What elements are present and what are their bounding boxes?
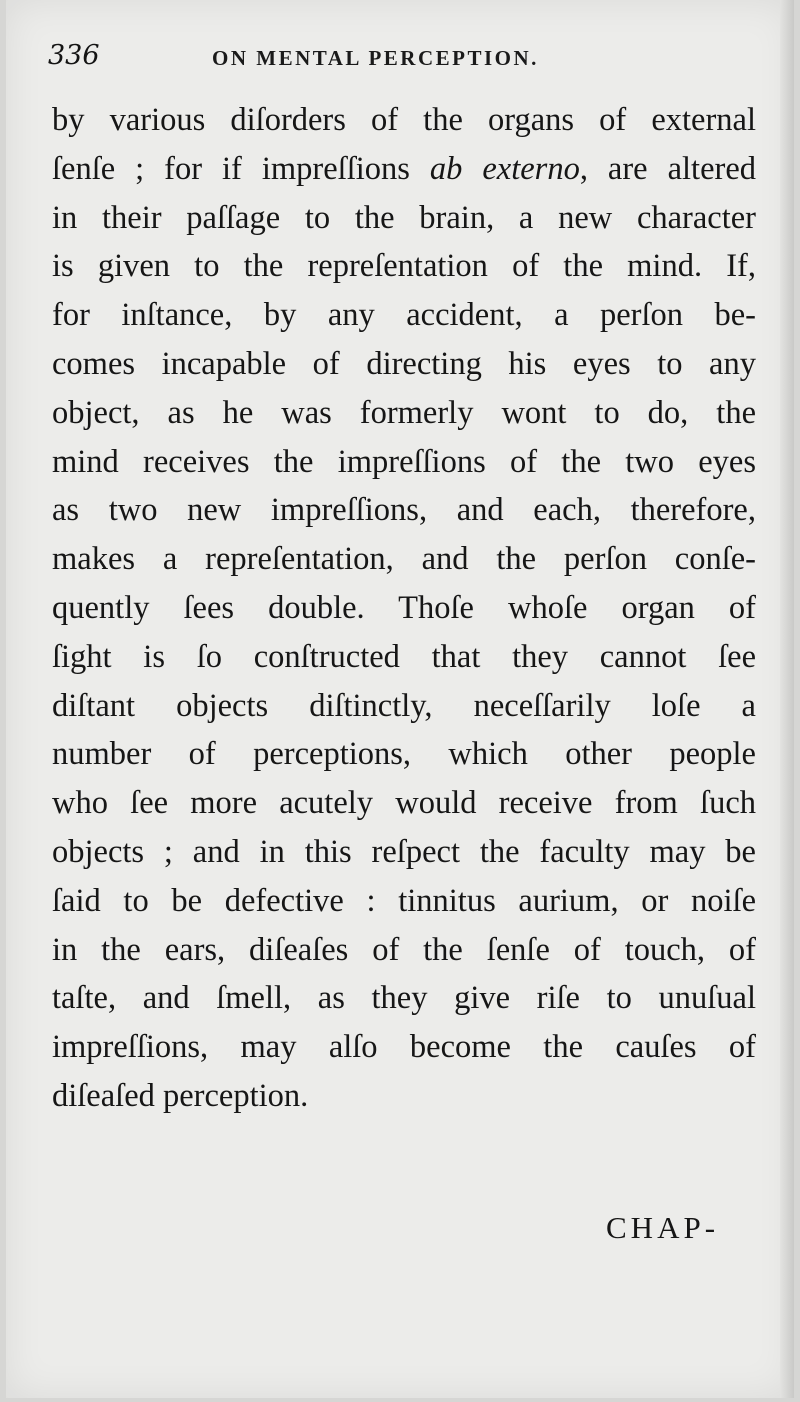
running-head: ON MENTAL PERCEPTION. (212, 46, 539, 70)
body-text (52, 96, 756, 1121)
text-line (52, 535, 756, 584)
text-segment: in the ears, diſeaſes of the ſenſe of touch, of (52, 931, 756, 968)
text-line (52, 486, 756, 535)
text-segment: ſenſe ; for if impreſſions (52, 150, 430, 187)
text-line (52, 389, 756, 438)
text-segment: quently ſees double. Thoſe whoſe organ of (52, 589, 756, 626)
text-line (52, 926, 756, 975)
text-line (52, 779, 756, 828)
text-segment: comes incapable of directing his eyes to any (52, 345, 756, 382)
text-line (52, 291, 756, 340)
text-line (52, 584, 756, 633)
text-segment: objects ; and in this reſpect the faculty may be (52, 833, 756, 870)
text-segment: in their paſſage to the brain, a new character (52, 199, 756, 236)
text-line (52, 633, 756, 682)
text-segment: by various diſorders of the organs of external (52, 102, 756, 138)
text-line (52, 242, 756, 291)
text-segment: diſeaſed perception. (52, 1077, 309, 1114)
text-segment: ſaid to be defective : tinnitus aurium, or noiſe (52, 882, 756, 919)
italic-phrase: ab externo (429, 150, 580, 187)
text-line (52, 340, 756, 389)
text-line (52, 682, 756, 731)
text-segment: makes a repreſentation, and the perſon conſe- (52, 541, 756, 578)
text-line (52, 877, 756, 926)
text-segment: mind receives the impreſſions of the two eyes (52, 443, 756, 480)
text-segment: as two new impreſſions, and each, therefore, (52, 492, 756, 529)
text-segment: number of perceptions, which other people (52, 736, 756, 773)
text-line (52, 974, 756, 1023)
text-segment: is given to the repreſentation of the mind. If, (52, 248, 756, 285)
text-segment: object, as he was formerly wont to do, the (52, 394, 756, 431)
text-segment: taſte, and ſmell, as they give riſe to unuſual (52, 980, 756, 1017)
text-line (52, 730, 756, 779)
text-line (52, 1072, 756, 1121)
text-segment: diſtant objects diſtinctly, neceſſarily loſe a (52, 687, 756, 724)
text-line (52, 145, 756, 194)
catchword: CHAP- (606, 1210, 720, 1245)
book-page (6, 0, 794, 1398)
page-header (46, 40, 746, 84)
text-segment: impreſſions, may alſo become the cauſes of (52, 1029, 756, 1066)
text-line (52, 96, 756, 145)
text-segment: for inſtance, by any accident, a perſon be- (52, 297, 756, 334)
page-edge-shadow (780, 0, 794, 1398)
text-line (52, 1023, 756, 1072)
text-segment: who ſee more acutely would receive from ſuch (52, 785, 756, 822)
text-line (52, 828, 756, 877)
page-number: 336 (48, 40, 100, 71)
text-segment: ſight is ſo conſtructed that they cannot ſee (52, 638, 756, 675)
text-line (52, 438, 756, 487)
text-segment: , are altered (579, 150, 756, 187)
text-line (52, 194, 756, 243)
